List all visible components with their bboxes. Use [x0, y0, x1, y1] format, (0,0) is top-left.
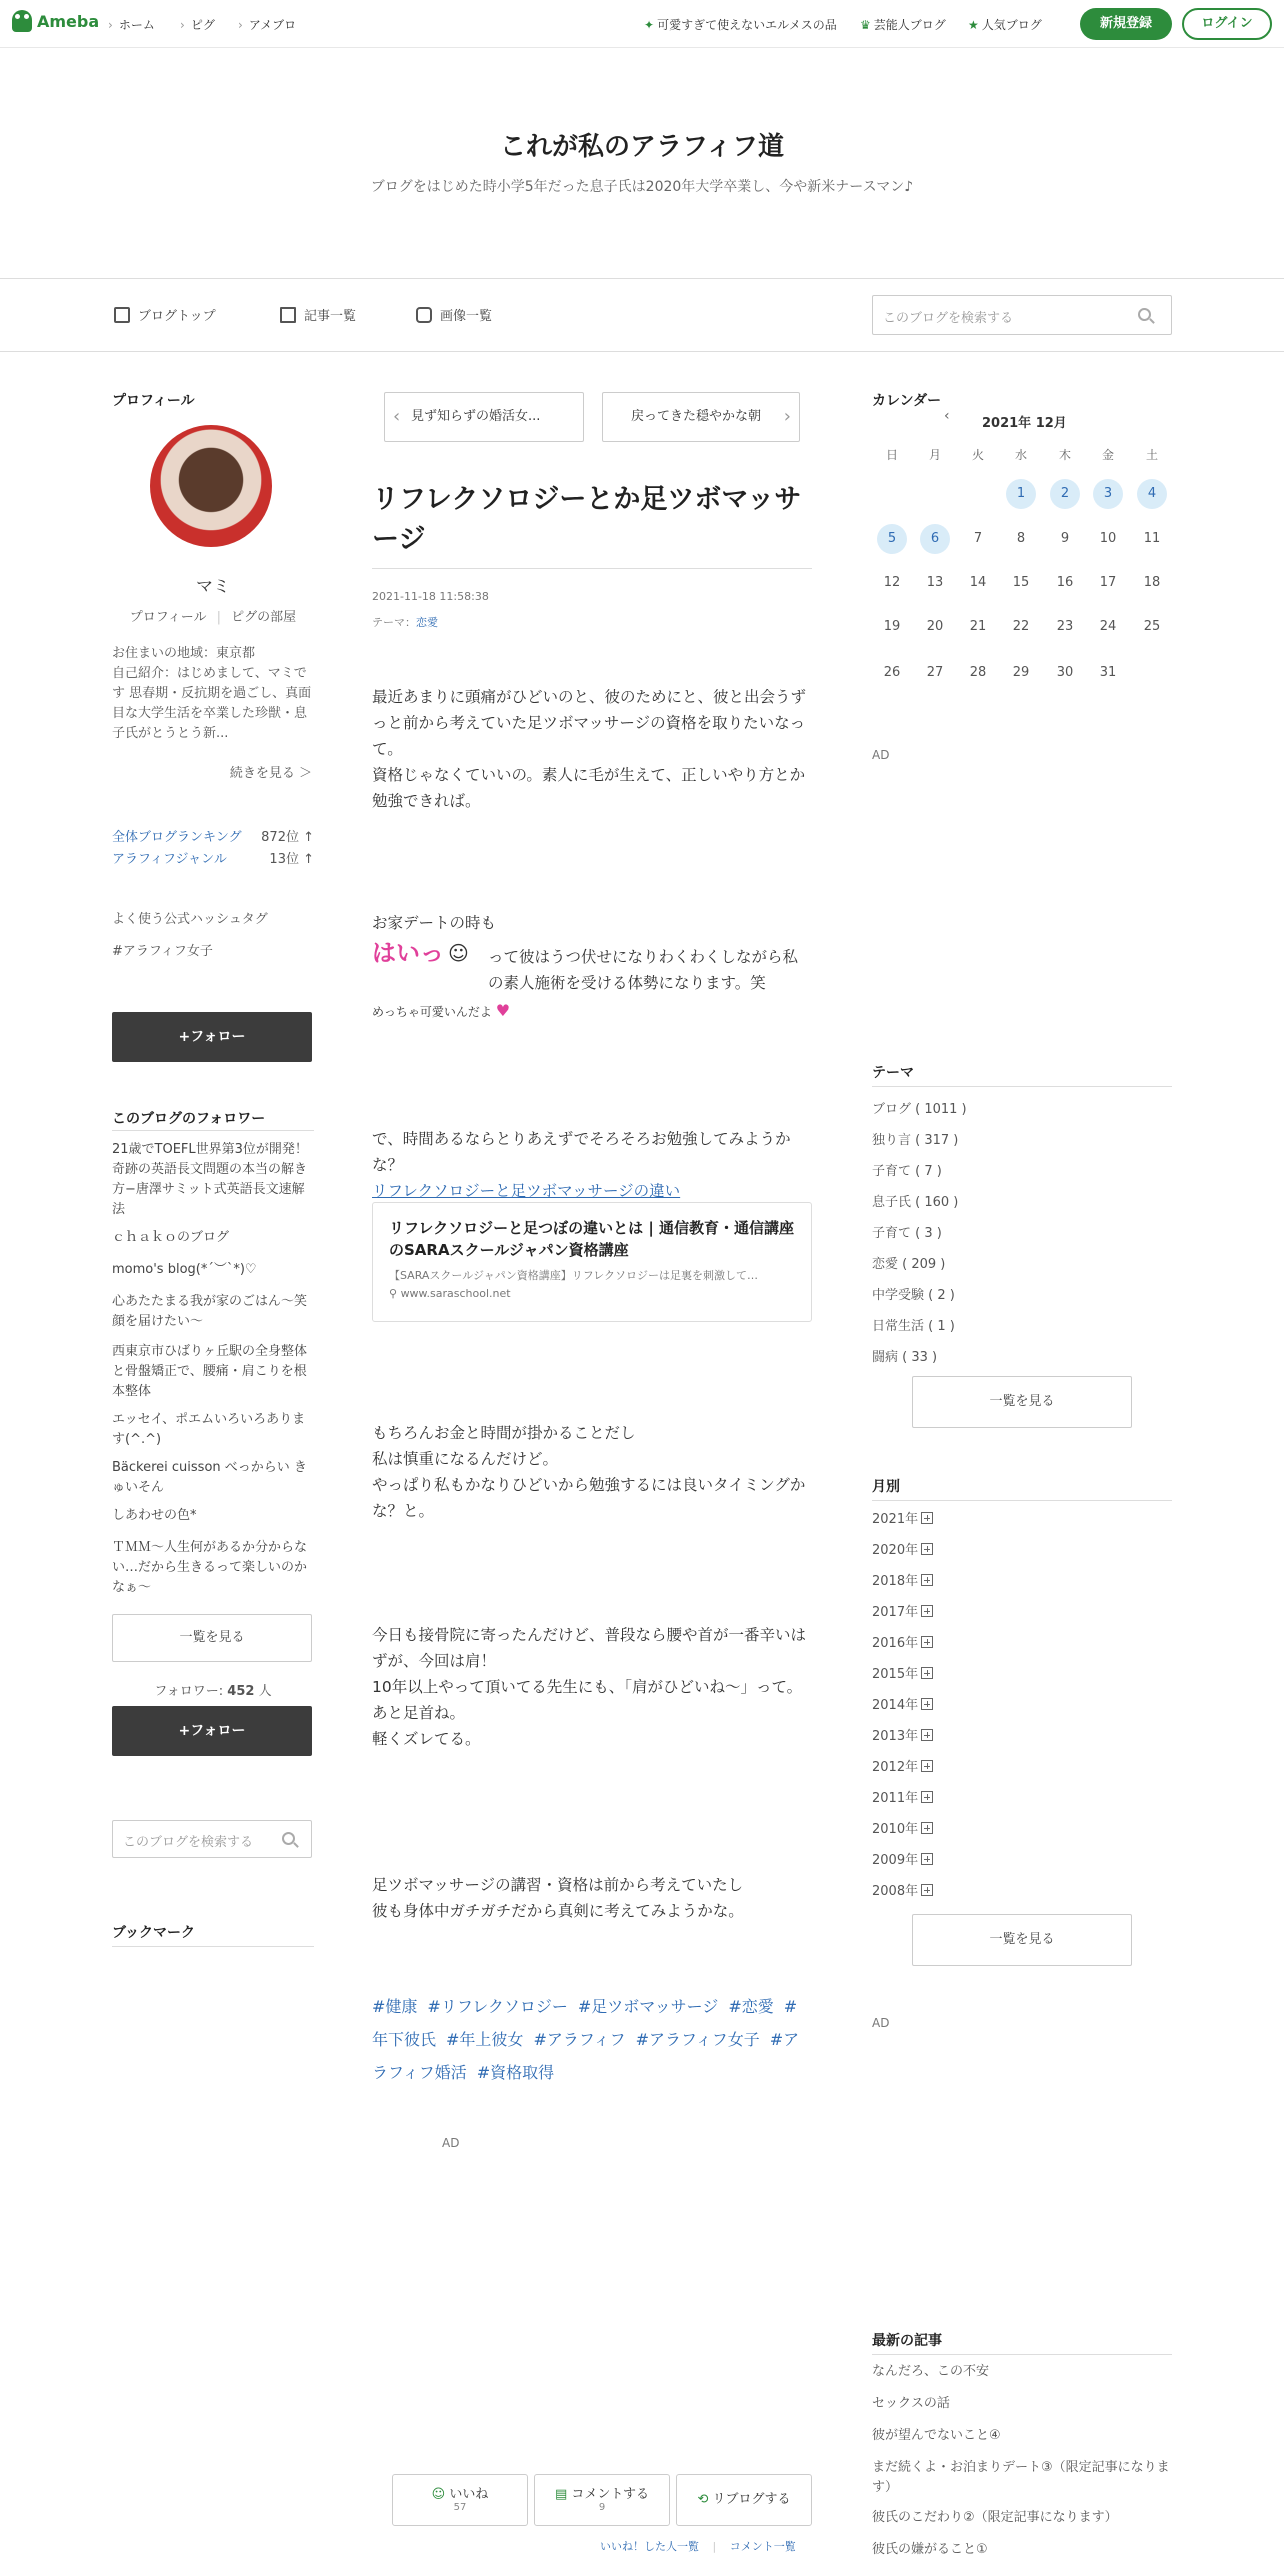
calendar-day: 7	[973, 531, 983, 546]
post-paragraph: 最近あまりに頭痛がひどいのと、彼のためにと、彼と出会うずっと前から考えていた足ツボマッサージの資格を取りたいなって。 資格じゃなくていいの。素人に毛が生えて、正しいやり方とか勉強できれば。	[372, 688, 807, 810]
theme-item[interactable]: 日常生活 ( 1 )	[872, 1319, 955, 1334]
calendar-weekday: 木	[1058, 448, 1071, 462]
recent-heading: 最新の記事	[872, 2333, 942, 2349]
calendar-day: 27	[926, 665, 944, 680]
comment-list-link[interactable]: コメント一覧	[729, 2540, 796, 2553]
hashtag-link[interactable]: #アラフィフ女子	[635, 2030, 760, 2049]
reblog-button[interactable]: ⟲ リブログする	[676, 2474, 812, 2526]
profile-location: お住まいの地域：東京都	[112, 646, 256, 661]
calendar-day: 29	[1012, 665, 1030, 680]
top-link-celebrity[interactable]: ♛ 芸能人ブログ	[860, 18, 946, 32]
calendar-day: 13	[926, 575, 944, 590]
avatar[interactable]	[150, 425, 272, 547]
month-item[interactable]: 2013年	[872, 1725, 933, 1744]
post-theme: テーマ：恋愛	[372, 616, 438, 629]
like-button[interactable]: ☺ いいね 57	[392, 2474, 528, 2526]
follower-item[interactable]: しあわせの色*	[112, 1508, 197, 1523]
calendar-day: 22	[1012, 619, 1030, 634]
month-item[interactable]: 2018年	[872, 1570, 933, 1589]
monthly-see-all-button[interactable]: 一覧を見る	[912, 1914, 1132, 1966]
top-link-popular[interactable]: ★ 人気ブログ	[968, 18, 1042, 32]
star-icon: ★	[968, 18, 979, 32]
ameba-frog-icon	[12, 10, 32, 32]
recent-post-link[interactable]: 彼氏のこだわり②（限定記事になります）	[872, 2510, 1118, 2525]
calendar-day: 20	[926, 619, 944, 634]
link-card-description: 【SARAスクールジャパン資格講座】リフレクソロジーは足裏を刺激して…	[389, 1269, 759, 1282]
recent-post-link[interactable]: 彼氏の嫌がること①	[872, 2542, 988, 2557]
calendar-day: 12	[883, 575, 901, 590]
profile-link[interactable]: プロフィール	[129, 610, 207, 625]
calendar-day[interactable]: 4	[1137, 479, 1167, 509]
theme-item[interactable]: 闘病 ( 33 )	[872, 1350, 938, 1365]
calendar-day: 21	[969, 619, 987, 634]
link-icon: ⚲	[389, 1287, 401, 1300]
theme-item[interactable]: 独り言 ( 317 )	[872, 1133, 959, 1148]
official-hashtag-link[interactable]: #アラフィフ女子	[112, 944, 213, 959]
calendar-day: 14	[969, 575, 987, 590]
calendar-day[interactable]: 2	[1050, 479, 1080, 509]
themes-see-all-button[interactable]: 一覧を見る	[912, 1376, 1132, 1428]
theme-item[interactable]: 息子氏 ( 160 )	[872, 1195, 959, 1210]
calendar-day: 30	[1056, 665, 1074, 680]
profile-more-link[interactable]: 続きを見る ＞	[229, 766, 312, 781]
month-item[interactable]: 2016年	[872, 1632, 933, 1651]
blog-title[interactable]: これが私のアラフィフ道	[500, 132, 784, 162]
divider	[372, 568, 812, 569]
divider	[872, 1086, 1172, 1087]
search-icon[interactable]	[282, 1832, 295, 1845]
followers-see-all-button[interactable]: 一覧を見る	[112, 1614, 312, 1662]
chevron-right-icon: ›	[783, 406, 791, 427]
calendar-month: 2021年 12月	[982, 416, 1067, 431]
smile-emoji-icon: ☺	[448, 941, 469, 965]
month-item[interactable]: 2010年	[872, 1818, 933, 1837]
profile-links: プロフィール | ピグの部屋	[129, 610, 297, 625]
post-paragraph: で、時間あるならとりあえずでそろそろお勉強してみようかな？	[372, 1130, 791, 1174]
calendar-day: 26	[883, 665, 901, 680]
prev-post-link[interactable]: ‹ 見ず知らずの婚活女...	[384, 392, 584, 442]
hashtag-link[interactable]: #足ツボマッサージ	[577, 1997, 719, 2016]
divider	[872, 1500, 1172, 1501]
followers-heading: このブログのフォロワー	[112, 1111, 266, 1127]
calendar-day[interactable]: 3	[1093, 479, 1123, 509]
crown-icon: ♛	[860, 18, 871, 32]
theme-item[interactable]: 中学受験 ( 2 )	[872, 1288, 955, 1303]
calendar-heading: カレンダー	[872, 393, 942, 409]
emphasis-text: はいっ	[372, 939, 444, 967]
post-paragraph: お家デートの時も はいっ ☺ って彼はうつ伏せになりわくわくしながら私の素人施術を受ける体勢になります。笑 めっちゃ可愛いんだよ ♥	[372, 914, 799, 1020]
hashtag-link[interactable]: #年下彼氏	[372, 1997, 798, 2049]
expand-plus-icon[interactable]	[921, 1729, 933, 1741]
post-title[interactable]: リフレクソロジーとか足ツボマッサージ	[372, 484, 802, 555]
calendar-weekday: 日	[885, 448, 898, 462]
calendar-day: 15	[1012, 575, 1030, 590]
month-item[interactable]: 2008年	[872, 1880, 933, 1899]
calendar-weekday: 火	[971, 448, 984, 462]
calendar-day: 9	[1060, 531, 1070, 546]
follower-item[interactable]: 21歳でTOEFL世界第3位が開発！奇跡の英語長文問題の本当の解き方−唐澤サミット式英語長文速解法	[112, 1142, 308, 1217]
pigg-room-link[interactable]: ピグの部屋	[231, 610, 297, 625]
hashtag-link[interactable]: #アラフィフ婚活	[372, 2030, 800, 2082]
nav-blog-top[interactable]: ブログトップ	[114, 305, 216, 324]
calendar-day[interactable]: 1	[1006, 479, 1036, 509]
post-hashtags	[372, 1990, 812, 2089]
theme-link[interactable]: 恋愛	[416, 616, 438, 629]
ad-label: AD	[442, 2136, 460, 2150]
hashtag-link[interactable]: #年上彼女	[446, 2030, 524, 2049]
ameba-logo[interactable]: Ameba	[12, 10, 99, 32]
recent-post-link[interactable]: 彼が望んでないこと④	[872, 2428, 1001, 2443]
ranking-genre[interactable]: アラフィフジャンル 13位 ↑	[112, 852, 314, 867]
post-paragraph: 今日も接骨院に寄ったんだけど、普段なら腰や首が一番辛いはずが、今回は肩！ 10年以上やって頂いてる先生にも、「肩がひどいね〜」って。 あと足首ね。 軽くズレてる。	[372, 1626, 807, 1748]
follow-button-2[interactable]: +フォロー	[112, 1706, 312, 1756]
expand-plus-icon[interactable]	[921, 1698, 933, 1710]
link-card-url: ⚲ www.saraschool.net	[389, 1287, 511, 1300]
theme-item[interactable]: 子育て ( 7 )	[872, 1164, 942, 1179]
calendar-day: 28	[969, 665, 987, 680]
expand-plus-icon[interactable]	[921, 1884, 933, 1896]
follower-item[interactable]: エッセイ、ポエムいろいろあります(^.^)	[112, 1412, 306, 1447]
search-icon[interactable]	[1138, 308, 1151, 321]
smile-icon: ☺	[431, 2487, 446, 2502]
calendar-weekday: 土	[1145, 448, 1158, 462]
calendar-day: 25	[1143, 619, 1161, 634]
calendar-day: 11	[1143, 531, 1161, 546]
month-item[interactable]: 2020年	[872, 1539, 933, 1558]
hashtag-link[interactable]: #資格取得	[476, 2063, 555, 2082]
top-link-hermes[interactable]: ✦ 可愛すぎて使えないエルメスの品	[644, 18, 837, 32]
calendar-day: 10	[1099, 531, 1117, 546]
like-count: 57	[453, 2502, 467, 2513]
blog-nav	[0, 278, 1284, 352]
calendar-day: 19	[883, 619, 901, 634]
month-item[interactable]: 2017年	[872, 1601, 933, 1620]
month-item[interactable]: 2014年	[872, 1694, 933, 1713]
divider	[112, 1946, 314, 1947]
crumb-home[interactable]: › ホーム	[108, 16, 155, 33]
comment-icon: ▤	[554, 2487, 568, 2502]
comment-button[interactable]: ▤ コメントする 9	[534, 2474, 670, 2526]
liked-list-link[interactable]: いいね！した人一覧	[600, 2540, 699, 2553]
calendar-day: 8	[1016, 531, 1026, 546]
calendar-day[interactable]: 6	[920, 524, 950, 554]
divider	[872, 2354, 1172, 2355]
post-footer-links: いいね！した人一覧 | コメント一覧	[600, 2540, 796, 2553]
post-paragraph: 足ツボマッサージの講習・資格は前から考えていたし 彼も身体中ガチガチだから真剣に考えてみようかな。	[372, 1876, 744, 1920]
follow-button[interactable]: +フォロー	[112, 1012, 312, 1062]
nav-entry-list[interactable]: 記事一覧	[280, 305, 356, 324]
camera-icon	[416, 307, 432, 323]
month-item[interactable]: 2015年	[872, 1663, 933, 1682]
follower-item[interactable]: ＴＭＭ～人生何があるか分からない…だから生きるって楽しいのかなぁ～	[112, 1540, 308, 1595]
month-item[interactable]: 2009年	[872, 1849, 933, 1868]
theme-item[interactable]: 恋愛 ( 209 )	[872, 1257, 946, 1272]
calendar-day: 23	[1056, 619, 1074, 634]
hashtag-link[interactable]: #リフレクソロジー	[427, 1997, 568, 2016]
expand-plus-icon[interactable]	[921, 1853, 933, 1865]
month-item[interactable]: 2012年	[872, 1756, 933, 1775]
link-card-title: リフレクソロジーと足つぼの違いとは | 通信教育・通信講座のSARAスクールジャパン資格講座	[389, 1219, 795, 1259]
post-date: 2021-11-18 11:58:38	[372, 590, 489, 603]
follower-item[interactable]: momo's blog(*´︶`*)♡	[112, 1262, 257, 1277]
blog-description: ブログをはじめた時小学5年だった息子氏は2020年大学卒業し、今や新米ナースマン♪	[370, 179, 914, 195]
follower-item[interactable]: ｃｈａｋｏのブログ	[112, 1230, 230, 1245]
expand-plus-icon[interactable]	[921, 1543, 933, 1555]
ad-label: AD	[872, 748, 890, 762]
post-paragraph: もちろんお金と時間が掛かることだし 私は慎重になるんだけど。 やっぱり私もかなりひどいから勉強するには良いタイミングかな？と。	[372, 1424, 806, 1520]
monthly-heading: 月別	[872, 1479, 900, 1495]
follower-count: フォロワー: 452 人	[154, 1684, 272, 1699]
heart-emoji-icon: ♥	[495, 1001, 511, 1020]
calendar-day: 17	[1099, 575, 1117, 590]
expand-plus-icon[interactable]	[921, 1574, 933, 1586]
expand-plus-icon[interactable]	[921, 1512, 933, 1524]
signup-button[interactable]: 新規登録	[1080, 8, 1172, 40]
themes-heading: テーマ	[872, 1065, 914, 1081]
post-inline-link[interactable]: リフレクソロジーと足ツボマッサージの違い	[372, 1182, 681, 1200]
ad-label: AD	[872, 2016, 890, 2030]
theme-item[interactable]: ブログ ( 1011 )	[872, 1102, 967, 1117]
nav-image-list[interactable]: 画像一覧	[416, 305, 492, 324]
recent-post-link[interactable]: セックスの話	[872, 2396, 950, 2411]
calendar-weekday: 水	[1014, 448, 1027, 462]
login-button[interactable]: ログイン	[1182, 8, 1272, 40]
recent-post-link[interactable]: まだ続くよ・お泊まりデート③（限定記事になります）	[872, 2460, 1170, 2495]
comment-count: 9	[598, 2502, 606, 2513]
global-header	[0, 0, 1284, 48]
crumb-ameblo[interactable]: › アメブロ	[238, 16, 296, 33]
month-item[interactable]: 2021年	[872, 1508, 933, 1527]
chevron-left-icon: ‹	[393, 406, 401, 427]
recent-post-link[interactable]: なんだろ、この不安	[872, 2364, 990, 2379]
hashtag-link[interactable]: #アラフィフ	[533, 2030, 626, 2049]
sparkle-icon: ✦	[644, 18, 655, 32]
expand-plus-icon[interactable]	[921, 1760, 933, 1772]
chevron-left-icon[interactable]: ‹	[944, 408, 950, 424]
calendar-day: 16	[1056, 575, 1074, 590]
hashtag-link[interactable]: #健康	[372, 1997, 418, 2016]
link-card[interactable]	[372, 1202, 812, 1322]
calendar-weekday: 金	[1101, 448, 1114, 462]
calendar-day: 18	[1143, 575, 1161, 590]
ranking-overall[interactable]: 全体ブログランキング 872位 ↑	[112, 830, 314, 845]
expand-plus-icon[interactable]	[921, 1636, 933, 1648]
reblog-icon: ⟲	[697, 2492, 709, 2507]
theme-item[interactable]: 子育て ( 3 )	[872, 1226, 942, 1241]
calendar-day: 24	[1099, 619, 1117, 634]
sidebar-search-input[interactable]: このブログを検索する	[112, 1820, 312, 1858]
expand-plus-icon[interactable]	[921, 1605, 933, 1617]
profile-heading: プロフィール	[112, 393, 195, 409]
next-post-link[interactable]: 戻ってきた穏やかな朝 ›	[602, 392, 800, 442]
calendar-day: 31	[1099, 665, 1117, 680]
hashtag-link[interactable]: #恋愛	[728, 1997, 774, 2016]
expand-plus-icon[interactable]	[921, 1667, 933, 1679]
crumb-pigg[interactable]: › ピグ	[180, 16, 215, 33]
expand-plus-icon[interactable]	[921, 1791, 933, 1803]
blog-search-input[interactable]: このブログを検索する	[872, 295, 1172, 335]
divider	[112, 1130, 314, 1131]
calendar-weekday: 月	[928, 448, 941, 462]
expand-plus-icon[interactable]	[921, 1822, 933, 1834]
copy-icon	[280, 307, 296, 323]
follower-item[interactable]: Bäckerei cuisson べっからい きゅいそん	[112, 1460, 307, 1495]
month-item[interactable]: 2011年	[872, 1787, 933, 1806]
calendar-day[interactable]: 5	[877, 524, 907, 554]
bookmark-heading: ブックマーク	[112, 1925, 196, 1941]
follower-item[interactable]: 西東京市ひばりヶ丘駅の全身整体と骨盤矯正で、腰痛・肩こりを根本整体	[112, 1344, 308, 1399]
profile-intro: 自己紹介：はじめまして、マミです 思春期・反抗期を過ごし、真面目な大学生活を卒業した珍獣・息子氏がとうとう新...	[112, 666, 312, 741]
hashtag-heading: よく使う公式ハッシュタグ	[112, 912, 268, 927]
document-icon	[114, 307, 130, 323]
follower-item[interactable]: 心あたたまる我が家のごはん〜笑顔を届けたい〜	[112, 1294, 308, 1329]
profile-name[interactable]: マミ	[196, 577, 230, 597]
